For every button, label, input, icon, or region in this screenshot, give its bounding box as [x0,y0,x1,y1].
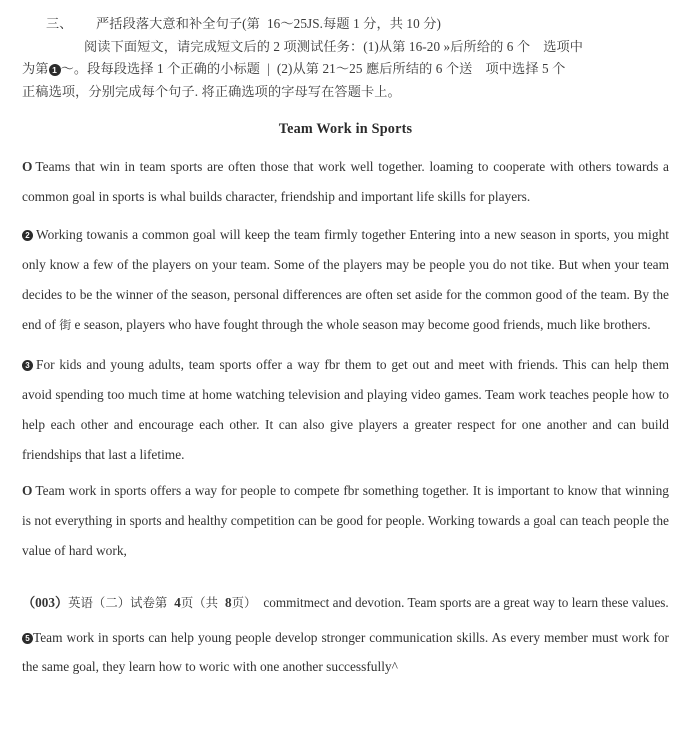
instruction-line-1 [22,13,669,36]
instruction-line-3-text-d: 项中选择 5 个 [485,61,566,76]
footer-page-number: 4 [174,595,181,610]
instruction-line-2-text-a: 阅读下面短文，请完成短文后的 2 项测试任务： [84,38,364,54]
instruction-line-3-text-c: (2)从第 21～25 應后所结的 6 个送 [276,61,473,76]
footer-paper-code: （003） [22,595,69,610]
paragraph-5 [0,623,691,681]
section-instructions [0,0,691,103]
instruction-line-3-separator: | [267,61,270,76]
paragraph-2-text-b: e season, players who have fought through the whole season may become good friends, much like brothers. [71,317,651,332]
instruction-line-4-text: 正稿选项，分别完成每个句子. 将正确选项的字母写在答题卡上。 [22,83,401,99]
paragraph-1-marker: O [22,159,33,174]
paragraph-4 [22,476,669,566]
instruction-line-3-text-a: 为第 [22,61,49,76]
instruction-line-3-text-b: ～。段每段选择 1 个正确的小标题 [60,61,261,76]
paragraph-1-text: Teams that win in team sports are often those that work well together. loaming to cooperate with others towards a common goal in sports is whal builds character, friendship and important life skills for players. [22,159,669,204]
page-footer-runin [0,590,691,615]
circled-number-icon: 2 [22,230,33,241]
paragraph-3 [22,350,669,470]
section-number: 三、 [46,16,73,31]
paragraph-4-text: Team work in sports offers a way for people to compete fbr something together. It is important to know that winning is not everything in sports and healthy competition can be good for people. Working towards a goal can teach people the value of hard work, [22,483,669,558]
circled-number-icon: 1 [49,64,61,76]
paragraph-3-text: For kids and young adults, team sports offer a way fbr them to get out and meet with friends. This can help them avoid spending too much time at home watching television and playing video games. Team work teaches people how to help each other and encourage each other. It can also give players a greater respect for one another and can build friendships that last a lifetime. [22,357,669,462]
circled-number-icon: 3 [22,360,33,371]
article-title: Team Work in Sports [278,121,413,137]
paragraph-2 [22,220,669,340]
footer-label-a: 英语（二）试卷第 [68,595,168,610]
article-body [0,152,691,566]
instruction-line-2 [22,36,669,59]
footer-continued-text: commitmect and devotion. Team sports are a great way to learn these values. [263,595,669,610]
instruction-line-3 [22,58,669,81]
instruction-line-1-text-b: 16～25JS. [266,16,324,31]
instruction-line-2-text-c: 选项中 [543,38,584,54]
paragraph-2-cjk-artifact: 街 [59,318,72,332]
instruction-line-1-text-c: 每题 1 分，共 10 分) [323,16,441,31]
circled-number-icon: 5 [22,633,33,644]
instruction-line-1-text-a: 严括段落大意和补全句子(第 [96,16,260,31]
footer-label-c: 页） [231,595,257,610]
instruction-line-2-text-b: (1)从第 16-20 »后所给的 6 个 [363,38,531,54]
paragraph-1 [22,152,669,212]
footer-label-b: 页（共 [180,595,219,610]
paragraph-5-text: Team work in sports can help young people develop stronger communication skills. As every member must work for the same goal, they learn how to woric with one another successfully^ [22,630,669,674]
instruction-line-4 [22,81,669,104]
footer-total-pages: 8 [225,595,232,610]
paragraph-2-text-a: Working towanis a common goal will keep the team firmly together Entering into a new season in sports, you might only know a few of the players on your team. Some of the players may be people you do not tike. But when your team decides to be the winner of the season, personal differences are often set aside for the common good of the team. By the end of [22,227,669,332]
paragraph-4-marker: O [22,483,33,498]
